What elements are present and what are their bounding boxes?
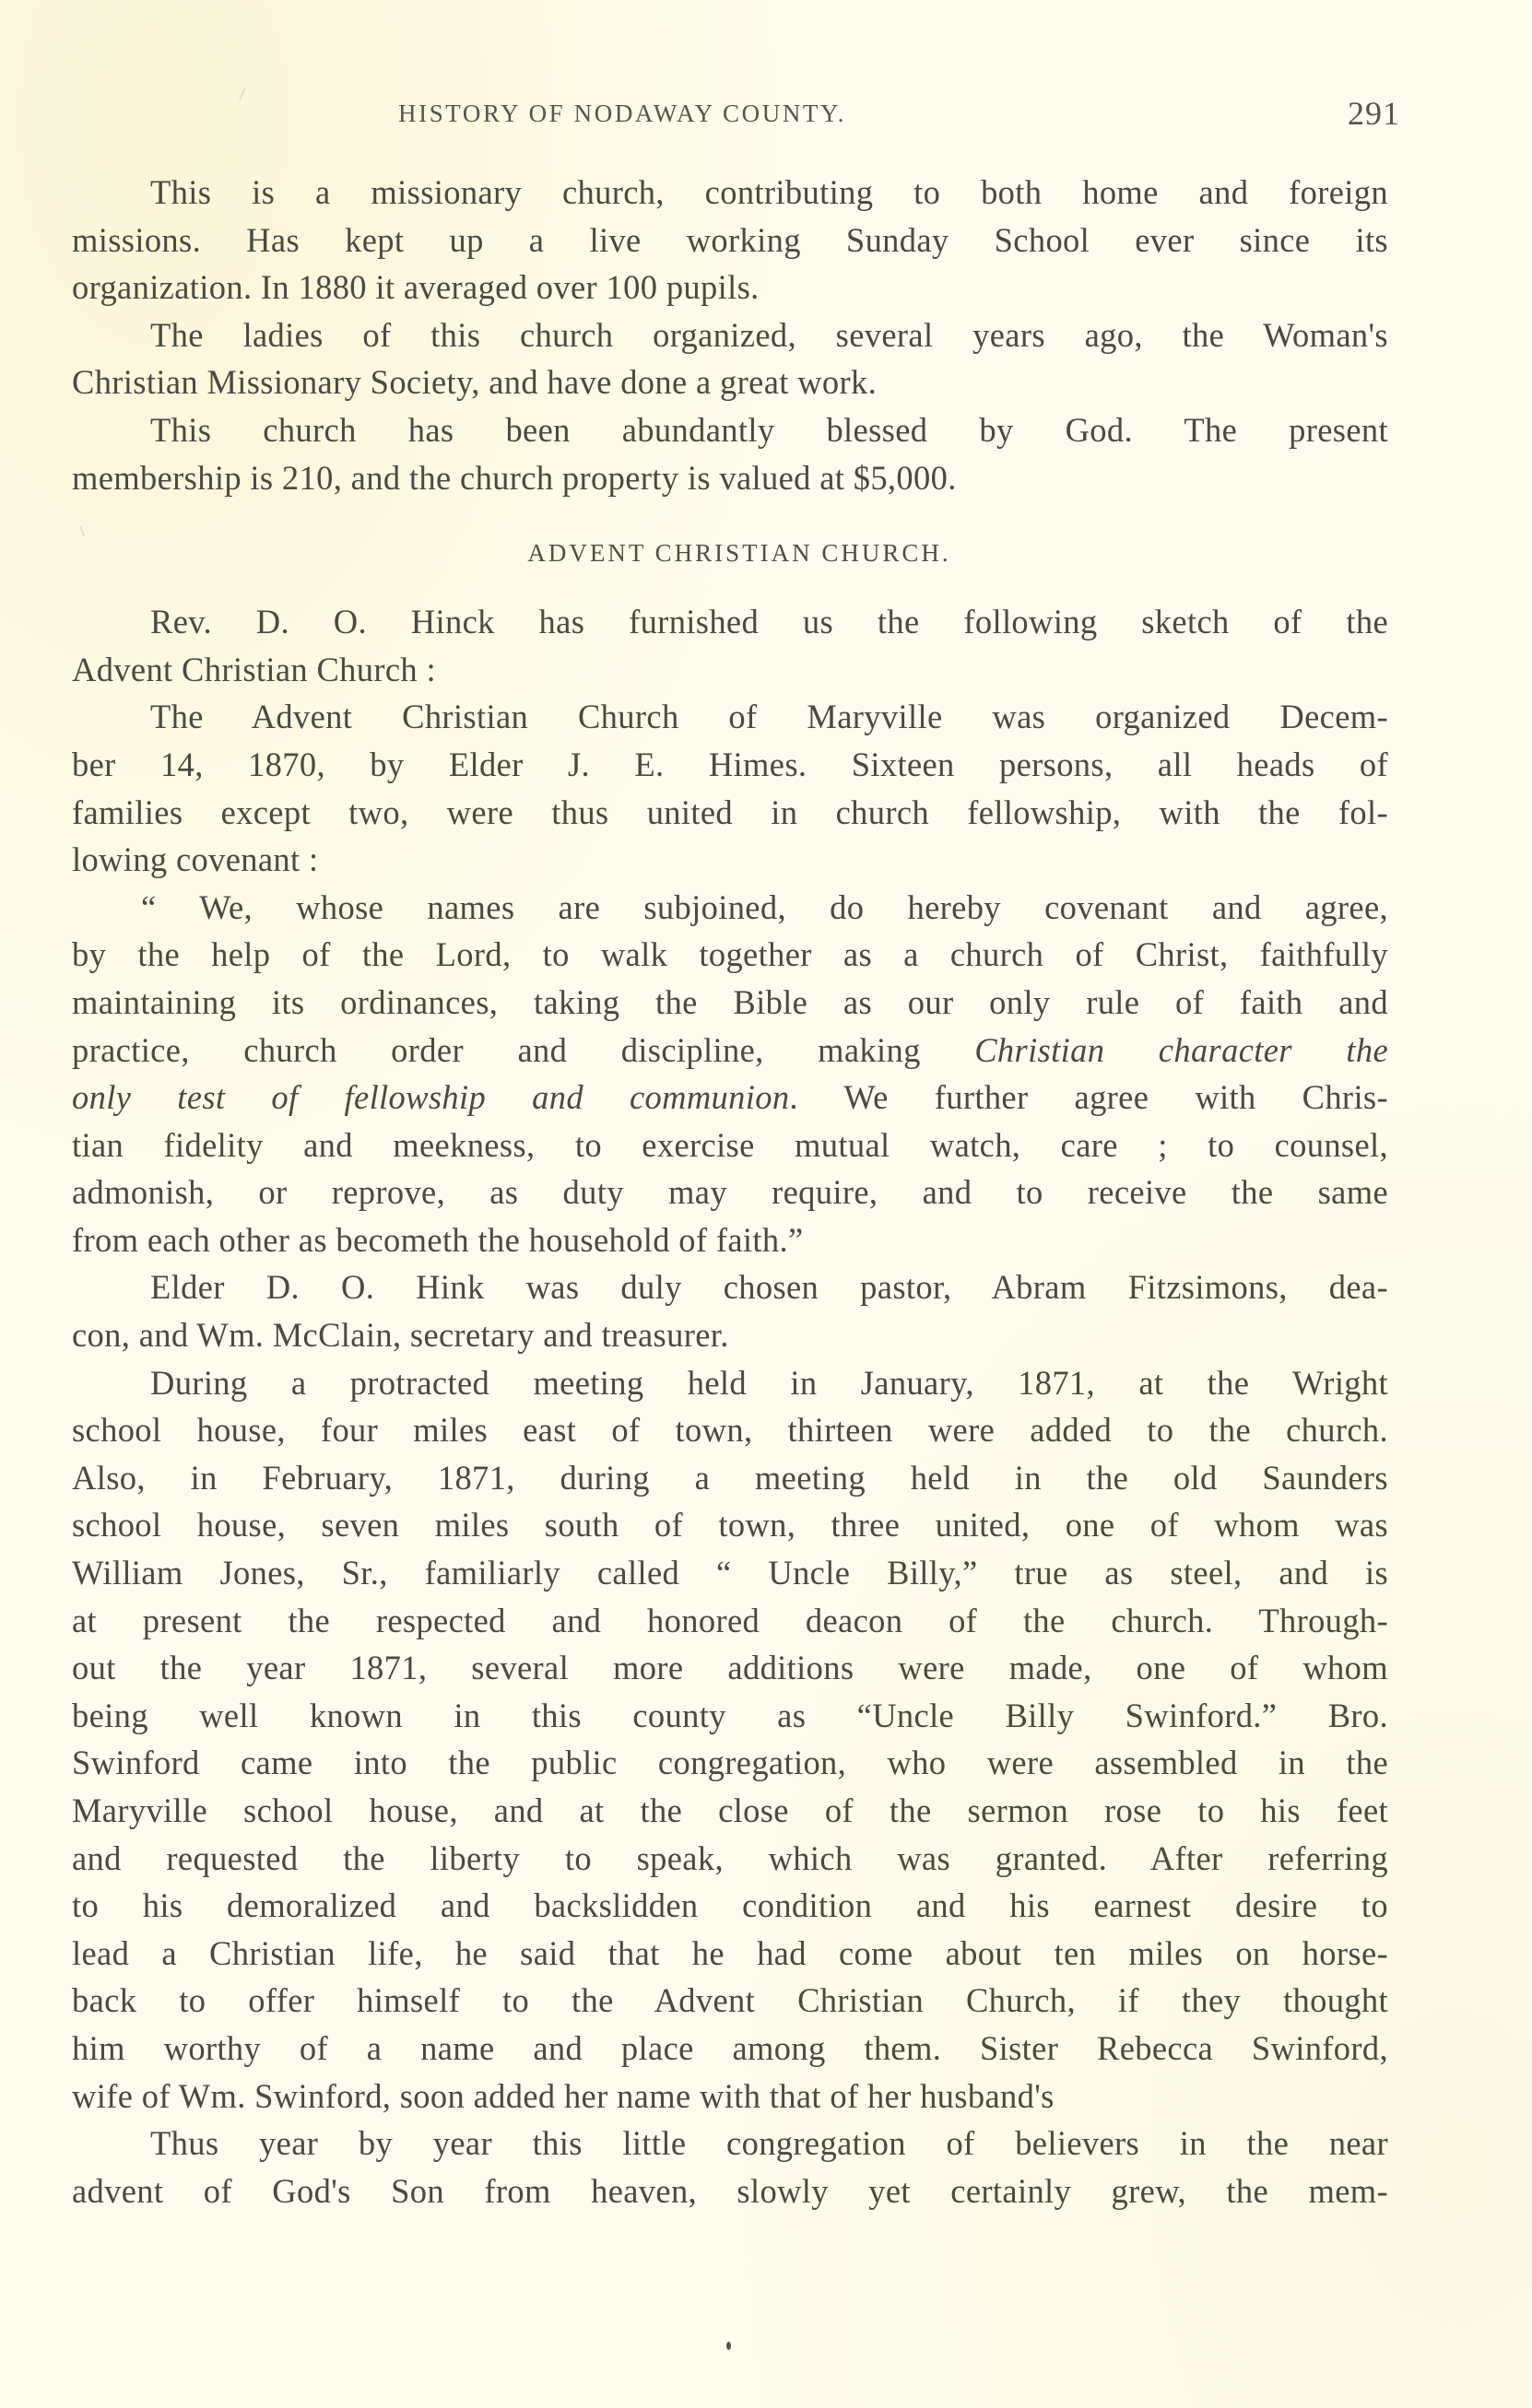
text-line: lowing covenant :: [72, 840, 319, 879]
text-run: . We further agree with Chris-: [789, 1078, 1388, 1117]
text-line: advent of God's Son from heaven, slowly yet certainly grew, the mem-: [72, 2171, 1388, 2210]
text-line: out the year 1871, several more additions were made, one of whom: [72, 1649, 1388, 1687]
text-line: Maryville school house, and at the close of the sermon rose to his feet: [72, 1791, 1388, 1829]
text-line: families except two, were thus united in church fellowship, with the fol-: [72, 793, 1388, 831]
text-line: back to offer himself to the Advent Christian Church, if they thought: [72, 1981, 1388, 2020]
text-line: William Jones, Sr., familiarly called “ Uncle Billy,” true as steel, and is: [72, 1554, 1388, 1592]
text-line: school house, four miles east of town, thirteen were added to the church.: [72, 1411, 1388, 1450]
section-heading: ADVENT CHRISTIAN CHURCH.: [527, 539, 951, 568]
text-line: maintaining its ordinances, taking the Bible as our only rule of faith and: [72, 982, 1388, 1021]
text-line: Rev. D. O. Hinck has furnished us the following sketch of the: [150, 603, 1388, 641]
text-line: being well known in this county as “Uncle Billy Swinford.” Bro.: [72, 1696, 1388, 1734]
text-run: practice, church order and discipline, making: [72, 1030, 975, 1069]
text-line: Also, in February, 1871, during a meeting held in the old Saunders: [72, 1458, 1388, 1497]
text-line: During a protracted meeting held in January, 1871, at the Wright: [150, 1363, 1388, 1402]
page-number: 291: [1348, 95, 1400, 132]
text-line: at present the respected and honored deacon of the church. Through-: [72, 1601, 1388, 1639]
text-line: school house, seven miles south of town, three united, one of whom was: [72, 1506, 1388, 1545]
text-line: wife of Wm. Swinford, soon added her name with that of her husband's: [72, 2076, 1055, 2115]
text-line: [72, 1074, 1388, 1122]
text-line: organization. In 1880 it averaged over 100 pupils.: [72, 268, 760, 307]
text-line: con, and Wm. McClain, secretary and treasurer.: [72, 1316, 729, 1355]
text-line: The ladies of this church organized, several years ago, the Woman's: [150, 315, 1388, 354]
text-line: Christian Missionary Society, and have done a great work.: [72, 363, 878, 402]
text-line: Thus year by year this little congregation of believers in the near: [150, 2124, 1388, 2163]
text-line: Elder D. O. Hink was duly chosen pastor, Abram Fitzsimons, dea-: [150, 1268, 1388, 1307]
text-line: [72, 1027, 1388, 1075]
text-line: lead a Christian life, he said that he had come about ten miles on horse-: [72, 1933, 1388, 1972]
running-title: HISTORY OF NODAWAY COUNTY.: [398, 100, 846, 127]
text-line: him worthy of a name and place among them. Sister Rebecca Swinford,: [72, 2028, 1388, 2067]
text-line: The Advent Christian Church of Maryville was organized Decem-: [150, 698, 1388, 736]
text-line: ber 14, 1870, by Elder J. E. Himes. Sixteen persons, all heads of: [72, 745, 1388, 783]
text-line: and requested the liberty to speak, which was granted. After referring: [72, 1838, 1388, 1877]
text-line: membership is 210, and the church property is valued at $5,000.: [72, 458, 957, 497]
text-line: tian fidelity and meekness, to exercise mutual watch, care ; to counsel,: [72, 1125, 1388, 1164]
italic-phrase: only test of fellowship and communion: [72, 1078, 790, 1117]
text-line: from each other as becometh the household of faith.”: [72, 1220, 804, 1259]
text-line: admonish, or reprove, as duty may require, and to receive the same: [72, 1173, 1388, 1212]
text-line: to his demoralized and backslidden condition and his earnest desire to: [72, 1886, 1388, 1925]
text-line: This is a missionary church, contributing to both home and foreign: [150, 173, 1388, 211]
ink-speck: [726, 2342, 731, 2350]
text-line: Advent Christian Church :: [72, 650, 436, 688]
italic-phrase: Christian character the: [974, 1030, 1389, 1069]
text-line: by the help of the Lord, to walk together as a church of Christ, faithfully: [72, 935, 1388, 974]
text-line: “ We, whose names are subjoined, do hereby covenant and agree,: [141, 887, 1388, 926]
text-line: This church has been abundantly blessed by God. The present: [150, 410, 1388, 449]
text-line: missions. Has kept up a live working Sunday School ever since its: [72, 220, 1388, 259]
running-head: [0, 92, 1532, 132]
text-line: Swinford came into the public congregation, who were assembled in the: [72, 1744, 1388, 1782]
body-text: [72, 169, 1388, 2214]
